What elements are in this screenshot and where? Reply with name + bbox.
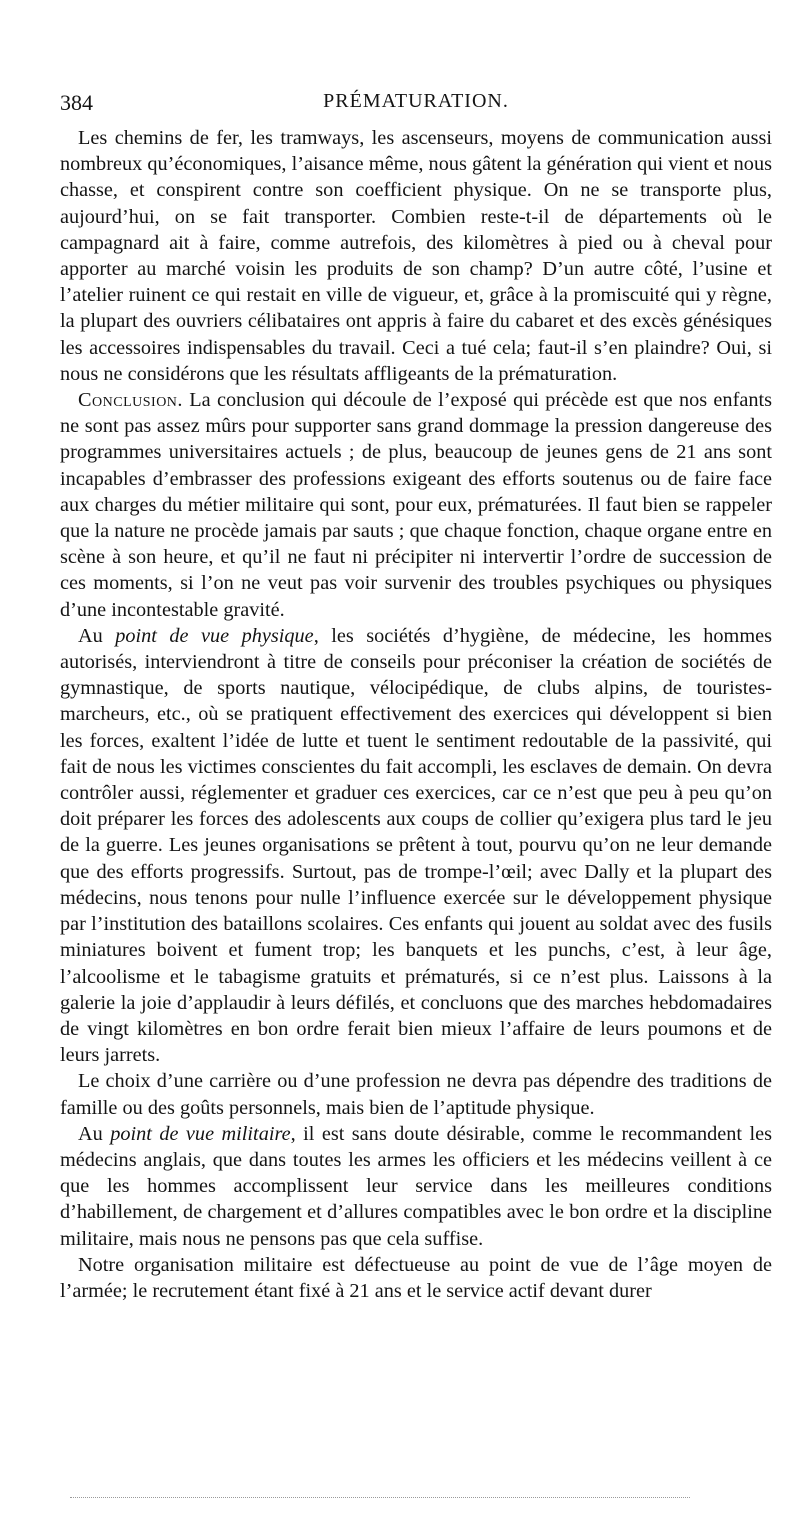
body-text xyxy=(60,125,772,1304)
paragraph-conclusion xyxy=(60,387,772,623)
military-lead: Au xyxy=(78,1122,111,1145)
physical-emphasis: point de vue physique xyxy=(115,624,314,647)
paragraph-military xyxy=(60,1121,772,1252)
page-header xyxy=(60,90,772,116)
military-emphasis: point de vue militaire xyxy=(110,1122,291,1145)
footer-rule xyxy=(70,1497,690,1498)
page-number: 384 xyxy=(60,90,93,115)
paragraph-transport: Les chemins de fer, les tramways, les ascenseurs, moyens de communication aussi nombreux qu’économiques, l’aisance même, nous gâtent la génération qui vient et nous chasse, et conspirent contre son coefficient physique. On ne se transporte plus, aujourd’hui, on se fait transporter. Combien reste-t-il de départements où le campagnard ait à faire, comme autrefois, des kilomètres à pied ou à cheval pour apporter au marché voisin les produits de son champ? D’un autre côté, l’usine et l’atelier ruinent ce qui restait en ville de vigueur, et, grâce à la promiscuité qui y règne, la plupart des ouvriers célibataires ont appris à faire du cabaret et des excès génésiques les accessoires indispensables du travail. Ceci a tué cela; faut-il s’en plaindre? Oui, si nous ne considérons que les résultats affligeants de la prématuration. xyxy=(60,127,772,385)
paragraph-organisation: Notre organisation militaire est défectueuse au point de vue de l’âge moyen de l’armée; le recrutement étant fixé à 21 ans et le service actif devant durer xyxy=(60,1253,772,1302)
paragraph-career: Le choix d’une carrière ou d’une profession ne devra pas dépendre des traditions de famille ou des goûts personnels, mais bien de l’aptitude physique. xyxy=(60,1070,772,1119)
paragraph-physical xyxy=(60,623,772,1068)
running-title: PRÉMATURATION. xyxy=(323,90,509,112)
physical-text: , les sociétés d’hygiène, de médecine, les hommes autorisés, interviendront à titre de conseils pour préconiser la création de sociétés de gymnastique, de sports nautique, vélocipédique, de clubs alpins, de touristes-marcheurs, etc., où se pratiquent effectivement des exercices qui développent si bien les forces, exaltent l’idée de lutte et tuent le sentiment redoutable de la passivité, qui fait de nous les victimes conscientes du fait accompli, les esclaves de demain. On devra contrôler aussi, réglementer et graduer ces exercices, car ce n’est que peu à peu qu’on doit préparer les forces des adolescents aux coups de collier qu’exigera plus tard le jeu de la guerre. Les jeunes organisations se prêtent à tout, pourvu qu’on ne leur demande que des efforts progressifs. Surtout, pas de trompe-l’œil; avec Dally et la plupart des médecins, nous tenons pour nulle l’influence exercée sur le développement physique par l’institution des bataillons scolaires. Ces enfants qui jouent au soldat avec des fusils miniatures boivent et fument trop; les banquets et les punchs, c’est, à leur âge, l’alcoolisme et le tabagisme gratuits et prématurés, si ce n’est plus. Laissons à la galerie la joie d’applaudir à leurs défilés, et concluons que des marches hebdomadaires de vingt kilomètres en bon ordre ferait bien mieux l’affaire de leurs poumons et de leurs jarrets. xyxy=(60,624,772,1067)
conclusion-lead: Conclusion. xyxy=(78,389,183,412)
physical-lead: Au xyxy=(78,624,116,647)
conclusion-text: La conclusion qui découle de l’exposé qui précède est que nos enfants ne sont pas assez mûrs pour supporter sans grand dommage la pression dangereuse des programmes universitaires actuels ; de plus, beaucoup de jeunes gens de 21 ans sont incapables d’embrasser des professions exigeant des efforts soutenus ou de faire face aux charges du métier militaire qui sont, pour eux, prématurées. Il faut bien se rappeler que la nature ne procède jamais par sauts ; que chaque fonction, chaque organe entre en scène à son heure, et qu’il ne faut ni précipiter ni intervertir l’ordre de succession de ces moments, si l’on ne veut pas voir survenir des troubles psychiques ou physiques d’une incontestable gravité. xyxy=(60,389,772,621)
military-text: , il est sans doute désirable, comme le recommandent les médecins anglais, que dans toutes les armes les officiers et les médecins veillent à ce que les hommes accomplissent leur service dans les meilleures conditions d’habillement, de chargement et d’allures compatibles avec le bon ordre et la discipline militaire, mais nous ne pensons pas que cela suffise. xyxy=(60,1122,773,1250)
